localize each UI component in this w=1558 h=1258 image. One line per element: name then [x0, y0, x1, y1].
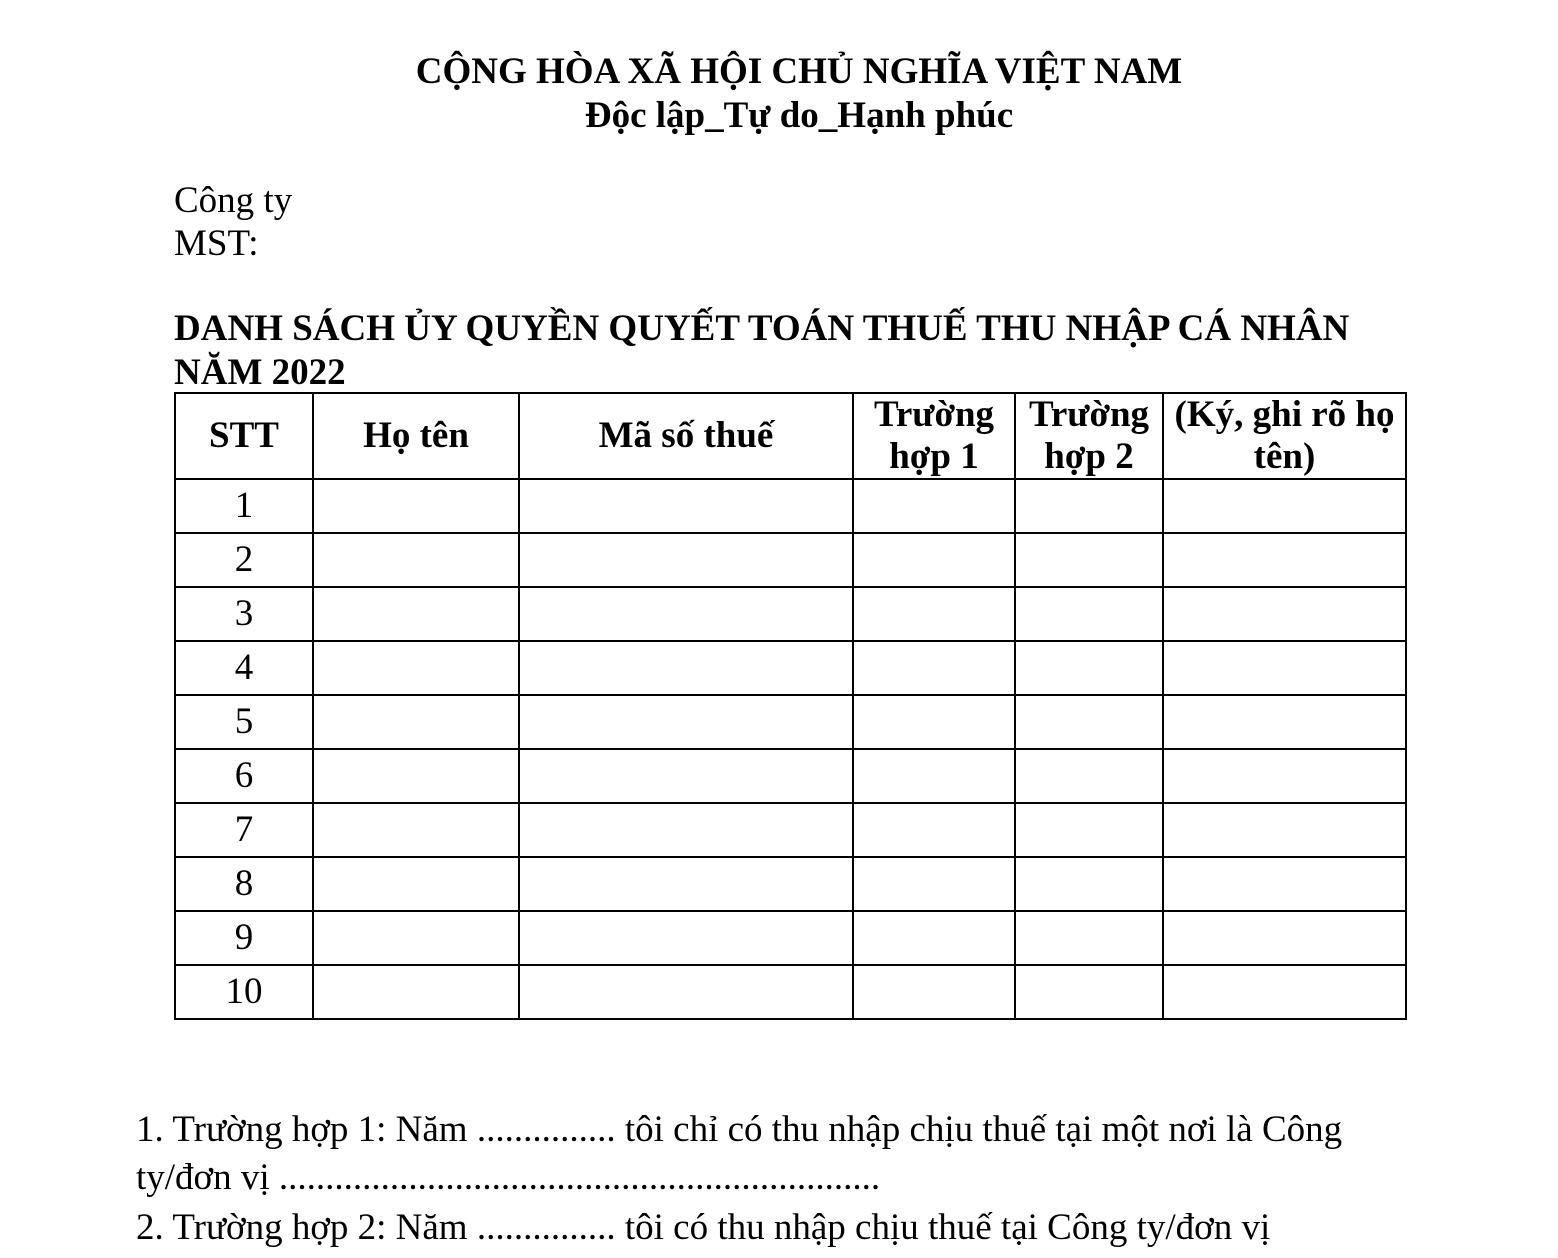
table-row: [175, 695, 1406, 749]
column-header-signature: (Ký, ghi rõ họ tên): [1163, 393, 1406, 479]
row-number: 5: [175, 695, 313, 749]
table-row: [175, 911, 1406, 965]
row-number: 8: [175, 857, 313, 911]
case-2-cell: [1015, 533, 1163, 587]
full-name-cell: [313, 857, 519, 911]
table-row: [175, 533, 1406, 587]
case-2-cell: [1015, 965, 1163, 1019]
table-row: [175, 641, 1406, 695]
column-header-stt: STT: [175, 393, 313, 479]
table-row: [175, 857, 1406, 911]
case-1-cell: [853, 533, 1015, 587]
case-1-cell: [853, 911, 1015, 965]
row-number: 9: [175, 911, 313, 965]
case-1-note-line-1: 1. Trường hợp 1: Năm ............... tôi chỉ có thu nhập chịu thuế tại một nơi là Công: [136, 1109, 1343, 1150]
case-2-cell: [1015, 857, 1163, 911]
case-2-cell: [1015, 587, 1163, 641]
column-header-tax-code: Mã số thuế: [519, 393, 853, 479]
case-1-cell: [853, 479, 1015, 533]
table-row: [175, 479, 1406, 533]
full-name-cell: [313, 749, 519, 803]
table-row: [175, 587, 1406, 641]
row-number: 3: [175, 587, 313, 641]
signature-cell: [1163, 533, 1406, 587]
case-2-cell: [1015, 641, 1163, 695]
national-motto: Độc lập_Tự do_Hạnh phúc: [584, 95, 1014, 136]
case-1-note-line-2: ty/đơn vị .................................................................: [136, 1157, 881, 1198]
table-row: [175, 749, 1406, 803]
row-number: 7: [175, 803, 313, 857]
case-2-note: 2. Trường hợp 2: Năm ............... tôi có thu nhập chịu thuế tại Công ty/đơn vị: [136, 1207, 1271, 1248]
full-name-cell: [313, 587, 519, 641]
tax-code-cell: [519, 479, 853, 533]
full-name-cell: [313, 911, 519, 965]
signature-cell: [1163, 587, 1406, 641]
company-label: Công ty: [174, 180, 293, 221]
row-number: 4: [175, 641, 313, 695]
document-title: DANH SÁCH ỦY QUYỀN QUYẾT TOÁN THUẾ THU NHẬP CÁ NHÂN NĂM 2022: [174, 308, 1350, 393]
case-1-cell: [853, 695, 1015, 749]
table-header-row: [175, 393, 1406, 479]
case-2-cell: [1015, 479, 1163, 533]
table-row: [175, 803, 1406, 857]
case-1-cell: [853, 965, 1015, 1019]
signature-cell: [1163, 857, 1406, 911]
national-title: CỘNG HÒA XÃ HỘI CHỦ NGHĨA VIỆT NAM: [415, 51, 1183, 92]
full-name-cell: [313, 533, 519, 587]
tax-code-cell: [519, 911, 853, 965]
tax-code-cell: [519, 803, 853, 857]
row-number: 2: [175, 533, 313, 587]
full-name-cell: [313, 965, 519, 1019]
signature-cell: [1163, 911, 1406, 965]
tax-code-cell: [519, 749, 853, 803]
case-1-cell: [853, 857, 1015, 911]
case-1-cell: [853, 641, 1015, 695]
authorization-table: [174, 392, 1407, 1020]
signature-cell: [1163, 965, 1406, 1019]
signature-cell: [1163, 695, 1406, 749]
table-row: [175, 965, 1406, 1019]
column-header-full-name: Họ tên: [313, 393, 519, 479]
full-name-cell: [313, 803, 519, 857]
case-1-cell: [853, 749, 1015, 803]
tax-code-cell: [519, 857, 853, 911]
case-2-cell: [1015, 695, 1163, 749]
case-2-cell: [1015, 911, 1163, 965]
signature-cell: [1163, 749, 1406, 803]
column-header-case-1: Trường hợp 1: [853, 393, 1015, 479]
tax-code-cell: [519, 695, 853, 749]
signature-cell: [1163, 803, 1406, 857]
tax-code-cell: [519, 641, 853, 695]
full-name-cell: [313, 695, 519, 749]
signature-cell: [1163, 641, 1406, 695]
case-2-cell: [1015, 803, 1163, 857]
full-name-cell: [313, 641, 519, 695]
row-number: 1: [175, 479, 313, 533]
column-header-case-2: Trường hợp 2: [1015, 393, 1163, 479]
case-1-cell: [853, 587, 1015, 641]
row-number: 6: [175, 749, 313, 803]
tax-code-label: MST:: [174, 223, 259, 264]
row-number: 10: [175, 965, 313, 1019]
signature-cell: [1163, 479, 1406, 533]
case-1-cell: [853, 803, 1015, 857]
case-2-cell: [1015, 749, 1163, 803]
full-name-cell: [313, 479, 519, 533]
tax-code-cell: [519, 587, 853, 641]
tax-code-cell: [519, 533, 853, 587]
case-1-note: [136, 1106, 1396, 1202]
tax-code-cell: [519, 965, 853, 1019]
